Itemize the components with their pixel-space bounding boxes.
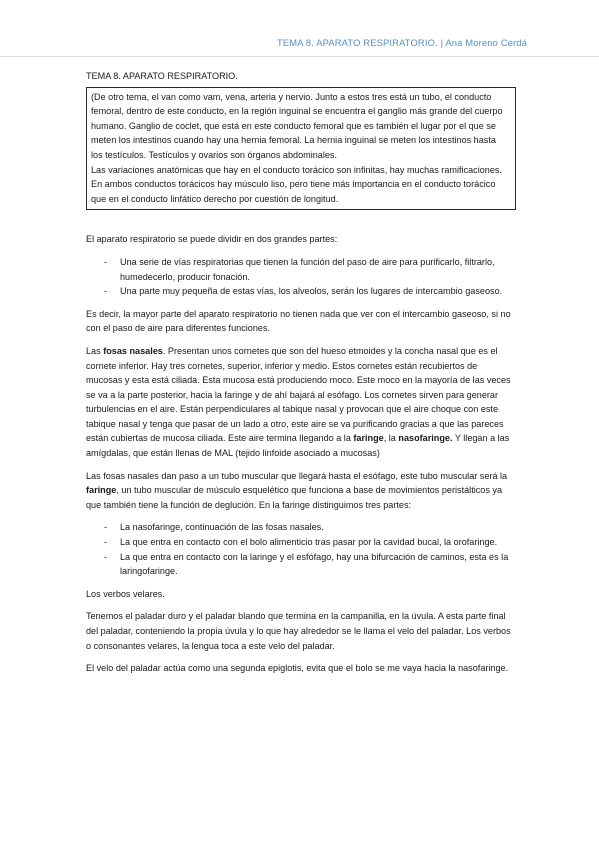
nasofaringe-term: nasofaringe.: [398, 433, 453, 444]
boxed-note-paragraph-2: Las variaciones anatómicas que hay en el conducto torácico son infinitas, hay muchas ramificaciones. En ambos conductos torácicos hay músculo liso, pero tiene más importancia en el conducto torácico que en el conducto linfático derecho por cuestión de longitud.: [91, 164, 502, 204]
document-body: [86, 69, 516, 684]
fosas-lead: Las: [86, 345, 104, 356]
list-item: - Una parte muy pequeña de estas vías, los alveolos, serán los lugares de intercambio gaseoso.: [86, 284, 516, 299]
faringe-paragraph: [86, 469, 516, 513]
list-item: - La que entra en contacto con la laringe y el esfófago, hay una bifurcación de caminos, esta es la laringofaringe.: [86, 550, 516, 579]
pharynx-parts-list: [86, 520, 516, 578]
list-item: - La nasofaringe, continuación de las fosas nasales.: [86, 520, 516, 535]
page-header: TEMA 8. APARATO RESPIRATORIO. | Ana Moreno Cerdá: [277, 37, 527, 48]
document-title: TEMA 8. APARATO RESPIRATORIO.: [86, 71, 238, 81]
list-item: - Una serie de vías respiratorias que tienen la función del paso de aire para purificarlo, filtrarlo, humedecerlo, producir fonación.: [86, 255, 516, 284]
fosas-nasales-paragraph: [86, 344, 516, 461]
velares-heading: Los verbos velares.: [86, 588, 165, 599]
fosas-text-3: Y llegan a las amígdalas, que están llenas de MAL (tejido linfoide asociado a mucosas): [86, 433, 510, 459]
intro-paragraph: El aparato respiratorio se puede dividir en dos grandes partes:: [86, 234, 338, 245]
boxed-note: [86, 87, 516, 211]
respiratory-parts-list: [86, 255, 516, 299]
faringe-text-2: , un tubo muscular de músculo esquelético que funciona a base de movimientos peristálticos ya que también tiene la función de deglución. En la faringe distinguimos tres partes:: [86, 485, 503, 510]
fosas-text-1: . Presentan unos cornetes que son del hueso etmoides y la concha nasal que es el cornete inferior. Hay tres cornetes, superior, inferior y medio. Estos cornetes están recubiertos de mucosas y esta está ciliada. Esta mucosa está produciendo moco. Este moco en la mayoría de las veces se va a la parte posterior, hacia la faringe y de ahí bajará al esófago. Los cornetes sirven para generar turbulencias en el aire. Están perpendiculares al tabique nasal y provocan que el aire choque con este tabique nasal y tenga que pasar de un lado a otro, este aire se va purificando gracias a que las pareces están cubiertas de mucosa ciliada. Este aire termina llegando a la: [86, 345, 511, 444]
fosas-text-2: , la: [383, 433, 399, 444]
velo-paragraph: El velo del paladar actúa como una segunda epiglotis, evita que el bolo se me vaya hacia la nasofaringe.: [86, 663, 509, 674]
faringe-term: faringe: [86, 485, 117, 496]
list-item: - La que entra en contacto con el bolo alimenticio tras pasar por la cavidad bucal, la orofaringe.: [86, 535, 516, 550]
es-decir-paragraph: Es decir, la mayor parte del aparato respiratorio no tienen nada que ver con el intercambio gaseoso, si no con el paso de aire para diferentes funciones.: [86, 308, 511, 334]
faringe-term: faringe: [353, 433, 384, 444]
paladar-paragraph: Tenemos el paladar duro y el paladar blando que termina en la campanilla, en la úvula. A esta parte final del paladar, conteniendo la propia úvula y lo que hay alrededor se le llama el velo del paladar. Los verbos o consonantes velares, la lengua toca a este velo del paladar.: [86, 611, 511, 651]
boxed-note-paragraph-1: (De otro tema, el van como vam, vena, arteria y nervio. Junto a estos tres está un tubo, el conducto femoral, dentro de este conducto, en la región inguinal se encuentra el ganglio más grande del cuerpo humano. Ganglio de coclet, que está en este conducto femoral que es también el lugar por el que se meten los intestinos cuando hay una hernia femoral. La hernia inguinal se meten los intestinos hasta los testículos. Testículos y ovarios son órganos abdominales.: [91, 91, 503, 160]
header-divider: [0, 56, 599, 57]
fosas-nasales-term: fosas nasales: [103, 345, 163, 356]
faringe-text-1: Las fosas nasales dan paso a un tubo muscular que llegará hasta el esófago, este tubo muscular será la: [86, 470, 508, 481]
